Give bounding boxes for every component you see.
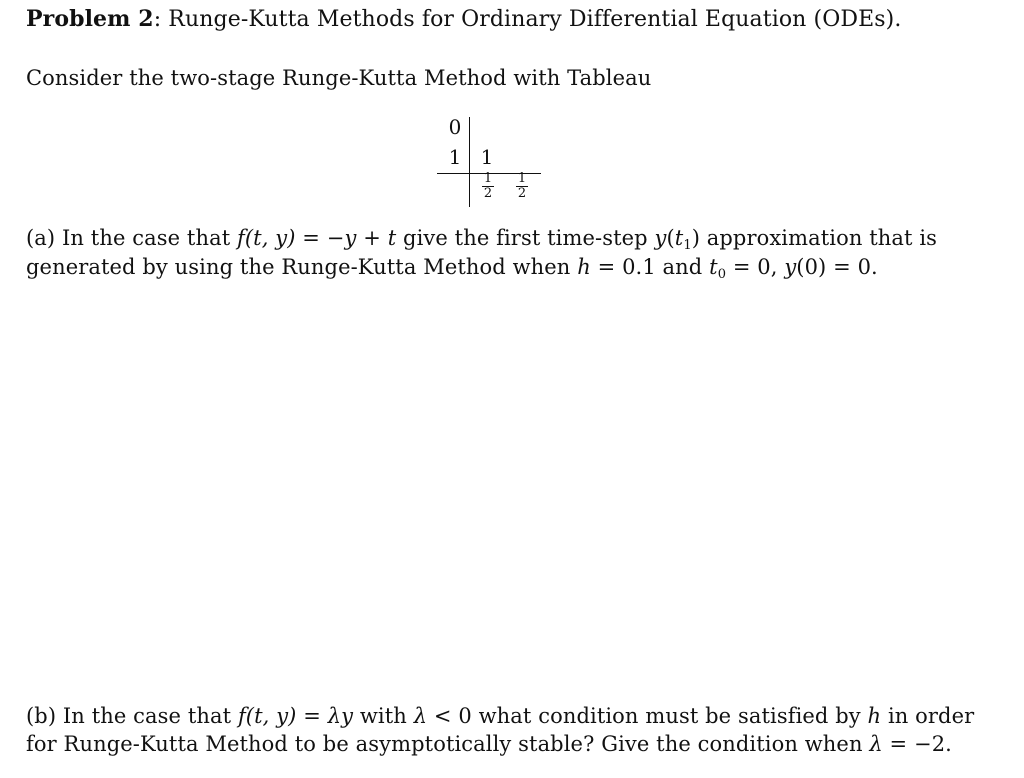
math-y: y (784, 255, 797, 279)
math-y: y (654, 226, 667, 250)
part-a-text: generated by using the Runge-Kutta Method when (26, 255, 578, 279)
part-a-text: (0) = 0. (796, 255, 878, 279)
part-b-text: in order (881, 704, 975, 728)
part-b-text: with (353, 704, 414, 728)
part-a-text: = 0.1 and (590, 255, 710, 279)
math-subscript: 0 (717, 267, 727, 282)
part-a-text: (a) In the case that (26, 226, 238, 250)
intro-text: Consider the two-stage Runge-Kutta Method with Tableau (26, 66, 652, 90)
part-a-text: ( (666, 226, 675, 250)
math-y: y (344, 226, 357, 250)
part-b-text: for Runge-Kutta Method to be asymptotically stable? Give the condition when (26, 732, 870, 756)
part-a-text: ) approximation that is (691, 226, 938, 250)
problem-label: Problem 2 (26, 6, 154, 32)
part-a-line-2 (26, 255, 878, 282)
math-t: t (387, 226, 397, 250)
math-f-ty: f(t, y) (237, 704, 297, 728)
tableau-b2-den: 2 (517, 186, 527, 201)
math-h: h (577, 255, 591, 279)
tableau-b2 (515, 173, 529, 200)
tableau-b1-num: 1 (483, 171, 493, 186)
tableau-c1: 0 (448, 115, 462, 139)
part-b-line-2 (26, 732, 952, 756)
problem-title-text: : Runge-Kutta Methods for Ordinary Differential Equation (ODEs). (153, 7, 902, 32)
math-lambda: λ (413, 704, 428, 728)
part-b-text: < 0 what condition must be satisfied by (427, 704, 868, 728)
math-h: h (867, 704, 882, 728)
problem-title (26, 6, 901, 32)
part-a-text: = − (295, 226, 345, 250)
tableau-c2: 1 (448, 145, 462, 169)
math-lambda: λ (869, 732, 883, 756)
butcher-tableau (437, 115, 543, 210)
math-t: t (709, 255, 718, 279)
math-subscript: 1 (683, 238, 692, 253)
part-a-text: give the first time-step (396, 226, 655, 250)
part-a-line-1 (26, 226, 937, 253)
math-t: t (674, 226, 684, 250)
math-f-ty: f(t, y) (237, 226, 296, 250)
tableau-vertical-rule (469, 117, 470, 207)
part-b-text: = (296, 704, 328, 728)
tableau-b2-num: 1 (517, 171, 527, 186)
part-b-line-1 (26, 704, 974, 728)
part-b-text: (b) In the case that (26, 704, 238, 728)
math-lambda-y: λy (327, 704, 354, 728)
part-a-text: + (356, 226, 388, 250)
tableau-b1-den: 2 (483, 186, 493, 201)
tableau-b1 (481, 173, 495, 200)
part-a-text: = 0, (726, 255, 785, 279)
part-b-text: = −2. (882, 732, 952, 756)
tableau-a21: 1 (480, 145, 494, 169)
